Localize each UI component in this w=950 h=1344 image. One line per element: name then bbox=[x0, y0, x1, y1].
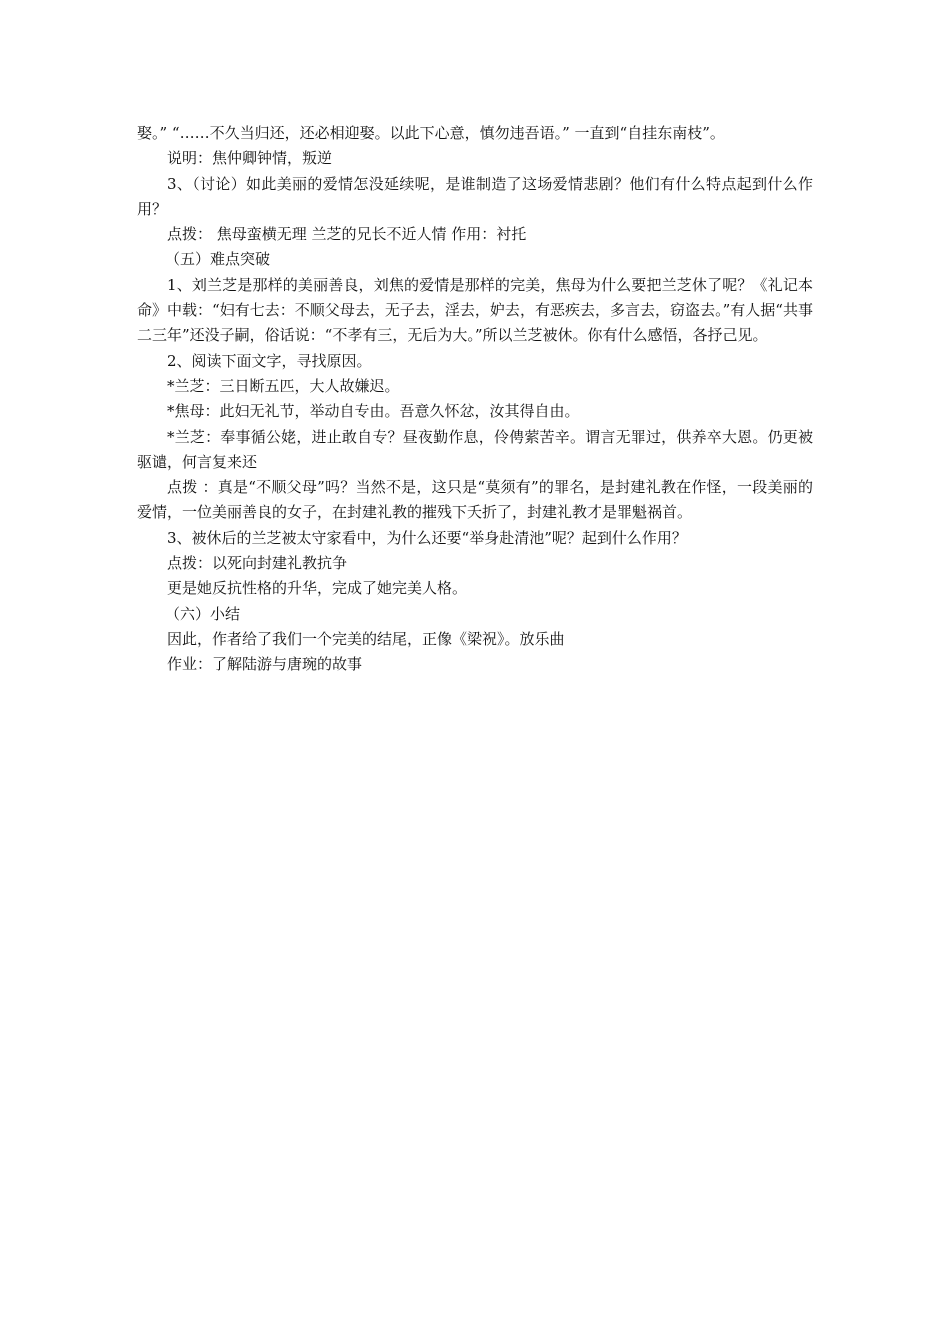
paragraph-discussion-question: 3、（讨论）如此美丽的爱情怎没延续呢，是谁制造了这场爱情悲剧？他们有什么特点起到什么作用？ bbox=[137, 174, 813, 218]
paragraph-explanation: 说明：焦仲卿钟情，叛逆 bbox=[167, 149, 333, 168]
paragraph-hint-contrast: 点拨： 焦母蛮横无理 兰芝的兄长不近人情 作用：衬托 bbox=[167, 225, 527, 244]
paragraph-continuation: 娶。” “……不久当归还，还必相迎娶。以此下心意，慎勿违吾语。” 一直到“自挂东南枝”。 bbox=[137, 124, 725, 142]
document-body bbox=[137, 121, 813, 678]
paragraph-quote-jiaomu: *焦母：此妇无礼节，举动自专由。吾意久怀忿，汝其得自由。 bbox=[167, 402, 580, 421]
paragraph-summary: 因此，作者给了我们一个完美的结尾，正像《梁祝》。放乐曲 bbox=[167, 629, 565, 648]
paragraph-homework: 作业：了解陆游与唐琬的故事 bbox=[167, 655, 363, 674]
paragraph-question-1: 1、刘兰芝是那样的美丽善良，刘焦的爱情是那样的完美，焦母为什么要把兰芝休了呢？《礼记本命》中载：“妇有七去：不顺父母去，无子去，淫去，妒去，有恶疾去，多言去，窃盗去。”有人据“共事二三年”还没子嗣，俗话说：“不孝有三，无后为大。”所以兰芝被休。你有什么感悟，各抒己见。 bbox=[137, 275, 813, 345]
paragraph-question-2: 2、阅读下面文字，寻找原因。 bbox=[167, 351, 372, 370]
paragraph-hint-death: 点拨：以死向封建礼教抗争 bbox=[167, 554, 348, 573]
paragraph-hint-reason: 点拨 ：真是“不顺父母”吗？当然不是，这只是“莫须有”的罪名，是封建礼教在作怪，一段美丽的爱情，一位美丽善良的女子，在封建礼教的摧残下夭折了，封建礼教才是罪魁祸首。 bbox=[137, 478, 813, 522]
paragraph-quote-lanzhi-2: *兰芝：奉事循公姥，进止敢自专？昼夜勤作息，伶俜萦苦辛。谓言无罪过，供养卒大恩。仍更被驱谴，何言复来还 bbox=[137, 427, 813, 471]
paragraph-character: 更是她反抗性格的升华，完成了她完美人格。 bbox=[167, 579, 468, 598]
section-heading-summary: （六）小结 bbox=[165, 604, 241, 623]
paragraph-quote-lanzhi-1: *兰芝：三日断五匹，大人故嫌迟。 bbox=[167, 376, 400, 395]
section-heading-difficulty: （五）难点突破 bbox=[165, 250, 271, 269]
paragraph-question-3: 3、被休后的兰芝被太守家看中，为什么还要“举身赴清池”呢？起到什么作用？ bbox=[167, 528, 687, 547]
